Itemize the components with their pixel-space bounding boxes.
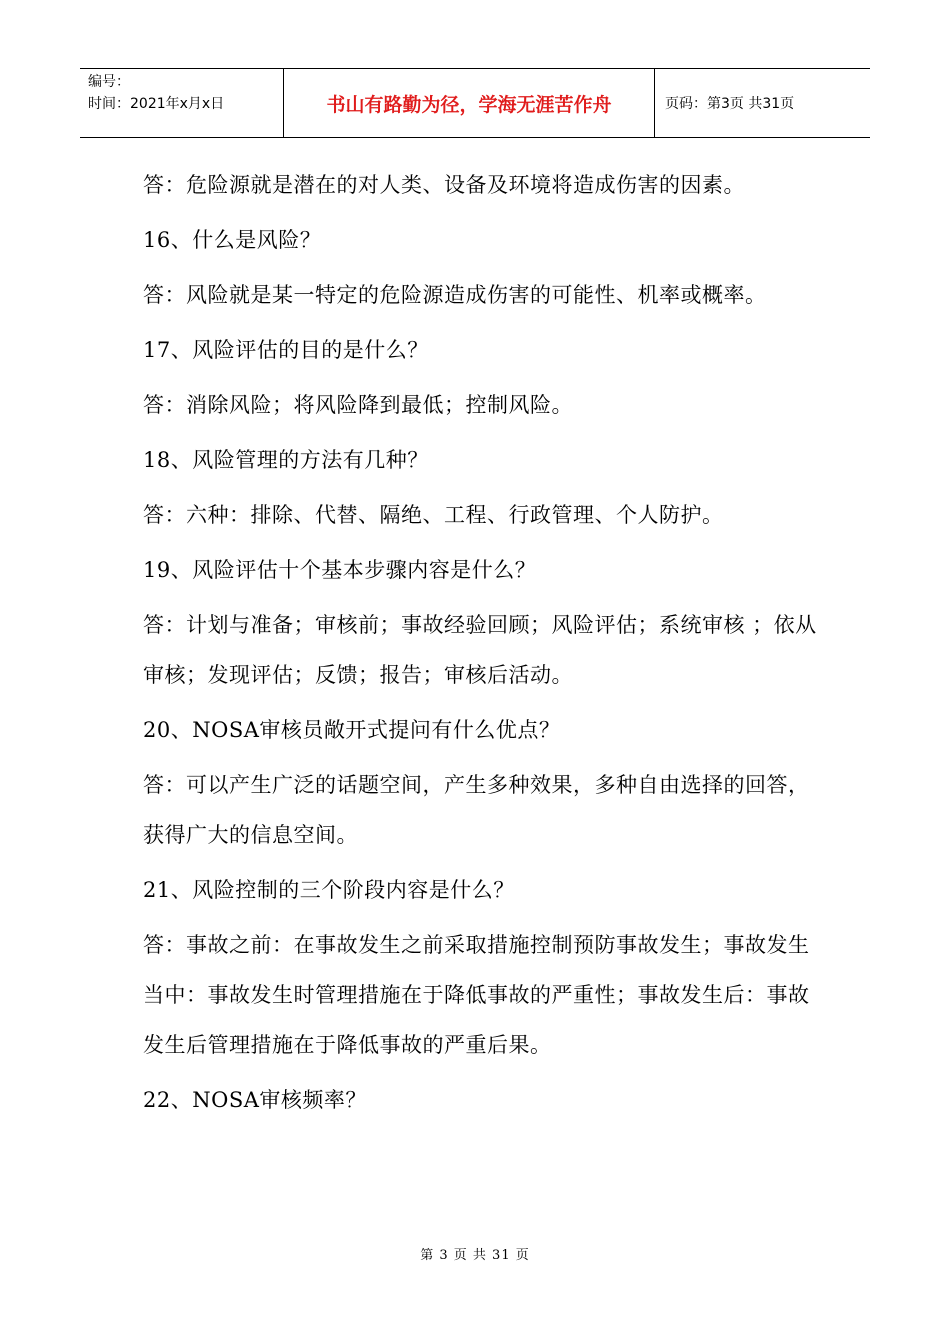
page-footer: 第 3 页 共 31 页 — [420, 1248, 530, 1263]
question-19: 19、风险评估十个基本步骤内容是什么？ — [143, 558, 537, 582]
paragraph-answer-20: 答：可以产生广泛的话题空间，产生多种效果，多种自由选择的回答，获得广大的信息空间。 — [143, 773, 810, 847]
question-17: 17、风险评估的目的是什么？ — [143, 338, 429, 362]
question-18: 18、风险管理的方法有几种？ — [143, 448, 429, 472]
document-number-label: 编号： — [88, 74, 130, 90]
paragraph-answer-16: 答：风险就是某一特定的危险源造成伤害的可能性、机率或概率。 — [143, 283, 767, 307]
question-21: 21、风险控制的三个阶段内容是什么？ — [143, 878, 515, 902]
header-page-info: 页码：第3页 共31页 — [665, 96, 795, 112]
paragraph-answer-15: 答：危险源就是潜在的对人类、设备及环境将造成伤害的因素。 — [143, 173, 745, 197]
paragraph-answer-19: 答：计划与准备；审核前；事故经验回顾；风险评估；系统审核 ；依从审核；发现评估；反馈；报告；审核后活动。 — [143, 613, 817, 687]
page-header — [80, 68, 870, 138]
question-16: 16、什么是风险？ — [143, 228, 322, 252]
question-20: 20、NOSA审核员敞开式提问有什么优点？ — [143, 718, 561, 742]
document-body — [143, 160, 823, 1130]
document-time-label: 时间：2021年x月x日 — [88, 96, 225, 112]
question-22: 22、NOSA审核频率？ — [143, 1088, 367, 1112]
header-motto: 书山有路勤为径，学海无涯苦作舟 — [283, 69, 655, 137]
paragraph-answer-17: 答：消除风险；将风险降到最低；控制风险。 — [143, 393, 573, 417]
paragraph-answer-18: 答：六种：排除、代替、隔绝、工程、行政管理、个人防护。 — [143, 503, 724, 527]
paragraph-answer-21: 答：事故之前：在事故发生之前采取措施控制预防事故发生；事故发生当中：事故发生时管理措施在于降低事故的严重性；事故发生后：事故发生后管理措施在于降低事故的严重后果。 — [143, 933, 810, 1057]
header-meta — [80, 69, 283, 137]
